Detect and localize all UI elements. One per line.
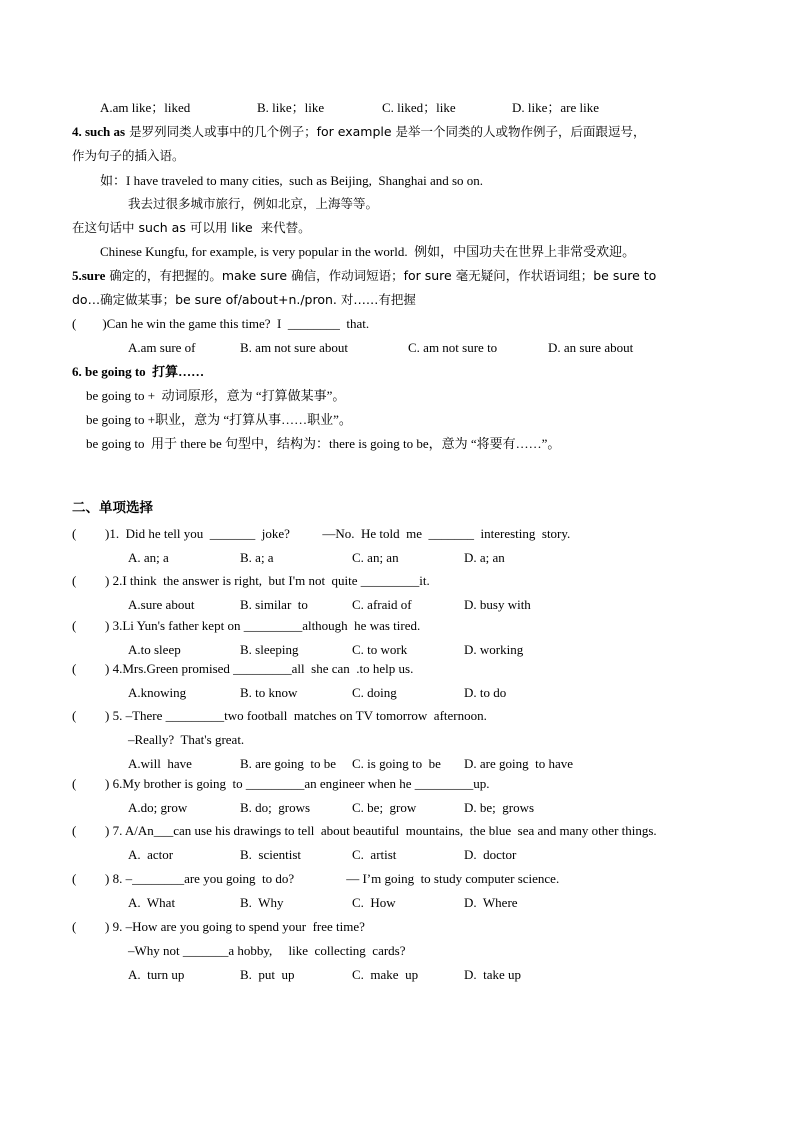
question-option: A.knowing — [128, 685, 187, 700]
question-option: C. make up — [352, 967, 419, 982]
question-stem: ) 9. –How are you going to spend your free time? — [105, 919, 365, 934]
answer-paren: ( — [72, 573, 77, 588]
question-option: D. to do — [464, 685, 507, 700]
point4-example2: Chinese Kungfu, for example, is very popular in the world. 例如，中国功夫在世界上非常受欢迎。 — [100, 244, 636, 259]
point4-number: 4. such as — [72, 124, 126, 139]
point5-option-a: A.am sure of — [128, 340, 196, 355]
question-option: A. an; a — [128, 550, 169, 565]
question-stem: ) 8. –________are you going to do? — I’m going to study computer science. — [105, 871, 560, 886]
question-option: A. What — [128, 895, 176, 910]
top-option-c: C. liked；like — [382, 100, 456, 115]
point5-continuation: do…确定做某事；be sure of/about+n./pron. 对……有把握 — [72, 292, 416, 307]
question-stem: ) 5. –There _________two football matches on TV tomorrow afternoon. — [105, 708, 487, 723]
question-option: D. a; an — [464, 550, 505, 565]
question-option: B. put up — [240, 967, 295, 982]
question-option: A. turn up — [128, 967, 185, 982]
point6-line1: be going to + 动词原形，意为 “打算做某事”。 — [86, 388, 346, 403]
question-option: A. actor — [128, 847, 174, 862]
question-option: C. artist — [352, 847, 397, 862]
question-option: B. sleeping — [240, 642, 299, 657]
question-stem: ) 3.Li Yun's father kept on _________although he was tired. — [105, 618, 421, 633]
question-option: D. be; grows — [464, 800, 535, 815]
question-stem: ) 6.My brother is going to _________an engineer when he _________up. — [105, 776, 490, 791]
top-option-b: B. like；like — [257, 100, 325, 115]
question-option: D. take up — [464, 967, 522, 982]
point5-option-d: D. an sure about — [548, 340, 634, 355]
question-option: B. scientist — [240, 847, 302, 862]
question-option: B. to know — [240, 685, 298, 700]
question-option: B. a; a — [240, 550, 274, 565]
answer-paren: ( — [72, 871, 77, 886]
point5-text: 确定的，有把握的。make sure 确信，作动词短语；for sure 毫无疑问，作状语词组；be sure to — [105, 268, 657, 283]
point4-text: 是罗列同类人或事中的几个例子；for example 是举一个同类的人或物作例子，后面跟逗号， — [125, 124, 646, 139]
question-option: B. Why — [240, 895, 284, 910]
point4-note: 在这句话中 such as 可以用 like 来代替。 — [72, 220, 311, 235]
question-option: D. working — [464, 642, 524, 657]
question-option: A.sure about — [128, 597, 195, 612]
question-option: C. is going to be — [352, 756, 441, 771]
question-option: C. to work — [352, 642, 408, 657]
question-stem-line2: –Why not _______a hobby, like collecting cards? — [128, 943, 406, 958]
question-option: D. busy with — [464, 597, 531, 612]
point5-option-c: C. am not sure to — [408, 340, 498, 355]
question-stem-line2: –Really? That's great. — [128, 732, 245, 747]
point4-example1-translation: 我去过很多城市旅行，例如北京，上海等等。 — [128, 196, 379, 211]
point5-question: ( )Can he win the game this time? I ________ that. — [72, 316, 370, 331]
question-option: D. Where — [464, 895, 518, 910]
question-option: C. How — [352, 895, 396, 910]
question-option: A.will have — [128, 756, 192, 771]
question-stem: ) 4.Mrs.Green promised _________all she can .to help us. — [105, 661, 414, 676]
question-option: A.to sleep — [128, 642, 181, 657]
answer-paren: ( — [72, 526, 77, 541]
point4-example1: 如：I have traveled to many cities, such as Beijing, Shanghai and so on. — [100, 173, 484, 188]
point4-line1 — [72, 124, 646, 140]
question-option: B. similar to — [240, 597, 308, 612]
question-option: D. are going to have — [464, 756, 574, 771]
point6-line3: be going to 用于 there be 句型中，结构为：there is going to be，意为 “将要有……”。 — [86, 436, 561, 451]
point5-option-b: B. am not sure about — [240, 340, 348, 355]
answer-paren: ( — [72, 919, 77, 934]
question-stem: )1. Did he tell you _______ joke? —No. He told me _______ interesting story. — [105, 526, 571, 541]
answer-paren: ( — [72, 661, 77, 676]
answer-paren: ( — [72, 708, 77, 723]
question-option: B. do; grows — [240, 800, 311, 815]
top-option-d: D. like；are like — [512, 100, 599, 115]
point6-line2: be going to +职业，意为 “打算从事……职业”。 — [86, 412, 352, 427]
question-stem: ) 7. A/An___can use his drawings to tell about beautiful mountains, the blue sea and many other things. — [105, 823, 657, 838]
question-stem: ) 2.I think the answer is right, but I'm not quite _________it. — [105, 573, 430, 588]
point6-heading: 6. be going to 打算…… — [72, 364, 205, 379]
point4-continuation: 作为句子的插入语。 — [72, 148, 185, 163]
point5-number: 5.sure — [72, 268, 106, 283]
answer-paren: ( — [72, 776, 77, 791]
answer-paren: ( — [72, 823, 77, 838]
question-option: C. doing — [352, 685, 397, 700]
question-option: A.do; grow — [128, 800, 188, 815]
question-option: C. afraid of — [352, 597, 412, 612]
question-option: C. be; grow — [352, 800, 417, 815]
section2-title: 二、单项选择 — [72, 500, 153, 516]
question-option: C. an; an — [352, 550, 399, 565]
answer-paren: ( — [72, 618, 77, 633]
point5-line1 — [72, 268, 656, 284]
question-option: D. doctor — [464, 847, 517, 862]
top-option-a: A.am like；liked — [100, 100, 191, 115]
question-option: B. are going to be — [240, 756, 337, 771]
